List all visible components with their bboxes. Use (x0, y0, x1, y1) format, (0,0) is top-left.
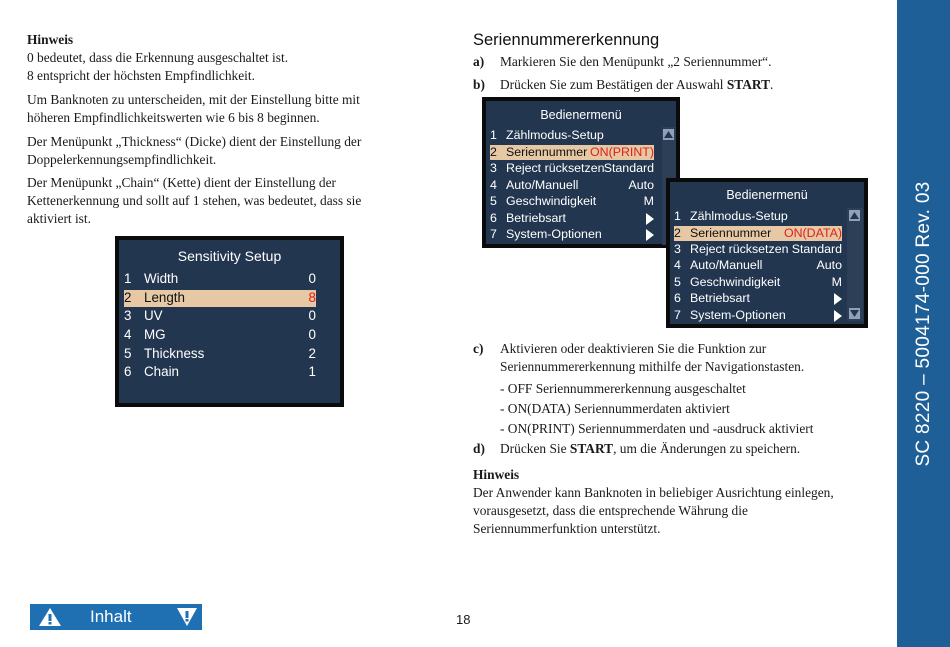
row-label: Auto/Manuell (690, 258, 763, 272)
scroll-up-icon[interactable] (849, 210, 860, 221)
menu-row (490, 211, 654, 226)
row-number: 6 (490, 211, 497, 225)
menu-row (490, 128, 654, 143)
sensitivity-row (124, 327, 316, 344)
row-number: 2 (674, 226, 681, 240)
step-c (473, 340, 893, 376)
row-number: 3 (490, 161, 497, 175)
step-key: d) (473, 441, 485, 456)
warning-up-icon[interactable] (38, 607, 62, 632)
menu-row (490, 161, 654, 176)
document-id-sidebar (897, 0, 950, 647)
row-number: 3 (674, 242, 681, 256)
step-key: c) (473, 341, 484, 356)
row-label: Reject rücksetzen (506, 161, 605, 175)
screen-title: Bedienermenü (540, 108, 622, 122)
row-value: M (831, 275, 842, 289)
menu-row (674, 291, 842, 306)
submenu-arrow-icon (646, 227, 654, 241)
step-d (473, 440, 893, 458)
step-text (500, 440, 800, 458)
section-heading: Seriennummererkennung (473, 31, 660, 49)
para-line: aktiviert ist. (27, 211, 91, 226)
sensitivity-row-selected (124, 290, 316, 307)
row-number: 5 (490, 194, 497, 208)
row-label: System-Optionen (506, 227, 602, 241)
hinweis-line: Seriennummerfunktion unterstützt. (473, 521, 661, 536)
menu-row (674, 209, 842, 224)
row-number: 1 (124, 271, 132, 286)
warning-down-icon[interactable] (176, 607, 198, 632)
left-hinweis (27, 31, 427, 85)
row-label: Length (144, 290, 185, 305)
row-value: 1 (308, 364, 316, 379)
option-item: - OFF Seriennummererkennung ausgeschaltet (500, 381, 746, 396)
left-para-2 (27, 133, 427, 169)
row-label: Betriebsart (690, 291, 750, 305)
scroll-down-icon[interactable] (849, 308, 860, 319)
document-id-text: SC 8220 – 5004174-000 Rev. 03 (912, 180, 934, 467)
para-line: Der Menüpunkt „Thickness“ (Dicke) dient der Einstellung der (27, 134, 362, 149)
row-value: ON(DATA) (783, 226, 842, 240)
step-text (500, 76, 773, 94)
row-number: 2 (124, 290, 132, 305)
row-number: 7 (490, 227, 497, 241)
hinweis-line: 0 bedeutet, dass die Erkennung ausgeschaltet ist. (27, 50, 289, 65)
text-fragment: Drücken Sie zum Bestätigen der Auswahl (500, 77, 727, 92)
screen-title: Bedienermenü (726, 188, 808, 202)
row-value: 0 (308, 308, 316, 323)
hinweis-line: vorausgesetzt, dass die entsprechende Währung die (473, 503, 748, 518)
menu-row (490, 194, 654, 209)
row-label: Geschwindigkeit (690, 275, 781, 289)
row-number: 6 (124, 364, 132, 379)
menu-row (674, 242, 842, 257)
hinweis-line: 8 entspricht der höchsten Empfindlichkeit. (27, 68, 255, 83)
row-label: Zählmodus-Setup (690, 209, 788, 223)
start-keyword: START (569, 441, 614, 456)
screen-title: Sensitivity Setup (177, 248, 282, 264)
menu-row (490, 178, 654, 193)
step-b (473, 76, 893, 94)
row-number: 3 (124, 308, 132, 323)
row-number: 4 (674, 258, 681, 272)
hinweis-title: Hinweis (473, 467, 520, 482)
row-number: 2 (490, 145, 497, 159)
step-text: Seriennummererkennung mithilfe der Navigationstasten. (500, 359, 805, 374)
row-value: 2 (308, 346, 316, 361)
para-line: Kettenerkennung und sollt auf 1 stehen, was bedeutet, dass sie (27, 193, 362, 208)
row-value: 0 (308, 271, 316, 286)
sensitivity-row (124, 271, 316, 288)
row-number: 6 (674, 291, 681, 305)
step-a (473, 53, 893, 71)
submenu-arrow-icon (834, 308, 842, 322)
right-hinweis (473, 466, 893, 538)
row-label: Chain (144, 364, 179, 379)
para-line: Um Banknoten zu unterscheiden, mit der Einstellung bitte mit (27, 92, 360, 107)
text-fragment: Drücken Sie (500, 441, 570, 456)
para-line: Der Menüpunkt „Chain“ (Kette) dient der Einstellung der (27, 175, 337, 190)
row-label: Betriebsart (506, 211, 566, 225)
row-number: 4 (124, 327, 132, 342)
menu-row (674, 275, 842, 290)
row-label: Reject rücksetzen (690, 242, 789, 256)
menu-row (674, 308, 842, 323)
operator-menu-screen-data (666, 178, 868, 328)
start-keyword: START (726, 77, 771, 92)
row-value: Auto (628, 178, 654, 192)
menu-row-selected (674, 226, 842, 241)
step-text: Markieren Sie den Menüpunkt „2 Seriennummer“. (500, 54, 772, 69)
sensitivity-row (124, 364, 316, 381)
para-line: höheren Empfindlichkeitswerten wie 6 bis 8 beginnen. (27, 110, 320, 125)
row-label: Auto/Manuell (506, 178, 579, 192)
left-para-3 (27, 174, 427, 228)
row-value: Standard (791, 242, 842, 256)
scroll-up-icon[interactable] (663, 129, 674, 140)
row-number: 5 (124, 346, 132, 361)
sensitivity-row (124, 308, 316, 325)
menu-row-selected (490, 145, 654, 160)
row-number: 7 (674, 308, 681, 322)
row-label: System-Optionen (690, 308, 786, 322)
text-fragment: , um die Änderungen zu speichern. (613, 441, 801, 456)
row-number: 4 (490, 178, 497, 192)
para-line: Doppelerkennungsempfindlichkeit. (27, 152, 217, 167)
row-label: Zählmodus-Setup (506, 128, 604, 142)
row-value: Standard (603, 161, 654, 175)
row-value: 8 (308, 290, 316, 305)
row-number: 1 (674, 209, 681, 223)
left-para-1 (27, 91, 427, 127)
submenu-arrow-icon (646, 211, 654, 225)
scrollbar[interactable] (847, 208, 863, 321)
hinweis-title: Hinweis (27, 32, 74, 47)
row-label: Width (144, 271, 179, 286)
row-value: ON(PRINT) (589, 145, 654, 159)
row-label: Seriennummer (690, 226, 772, 240)
menu-row (490, 227, 654, 242)
contents-nav-bar[interactable] (30, 604, 202, 630)
page-number: 18 (456, 612, 471, 627)
row-value: Auto (816, 258, 842, 272)
operator-menu-screen-print (482, 97, 680, 248)
options-list (500, 380, 900, 440)
option-item: - ON(DATA) Seriennummerdaten aktiviert (500, 401, 730, 416)
option-item: - ON(PRINT) Seriennummerdaten und -ausdruck aktiviert (500, 421, 814, 436)
row-label: UV (144, 308, 163, 323)
row-label: Thickness (144, 346, 205, 361)
step-key: a) (473, 54, 485, 69)
row-value: 0 (308, 327, 316, 342)
row-number: 1 (490, 128, 497, 142)
contents-link[interactable]: Inhalt (90, 607, 132, 626)
step-text: Aktivieren oder deaktivieren Sie die Funktion zur (500, 341, 767, 356)
menu-row (674, 258, 842, 273)
row-label: MG (144, 327, 166, 342)
row-number: 5 (674, 275, 681, 289)
text-fragment: . (770, 77, 774, 92)
step-key: b) (473, 77, 485, 92)
row-value: M (643, 194, 654, 208)
submenu-arrow-icon (834, 291, 842, 305)
sensitivity-row (124, 346, 316, 363)
row-label: Seriennummer (506, 145, 588, 159)
hinweis-line: Der Anwender kann Banknoten in beliebiger Ausrichtung einlegen, (473, 485, 834, 500)
sensitivity-screen (115, 236, 344, 407)
row-label: Geschwindigkeit (506, 194, 597, 208)
